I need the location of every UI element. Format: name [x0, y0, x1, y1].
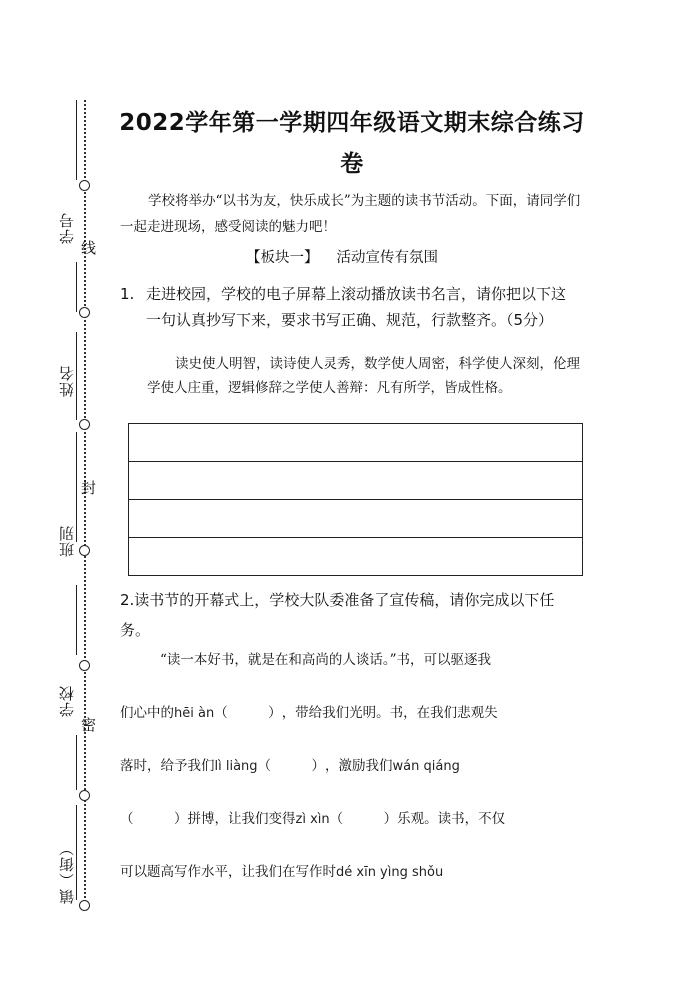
- writing-line[interactable]: [129, 500, 582, 538]
- answer-blank[interactable]: （ ）: [257, 758, 326, 774]
- binding-hole-icon: [79, 307, 90, 318]
- section-heading: [246, 246, 438, 267]
- section-label: 【板块一】: [246, 250, 319, 266]
- passage-text: 落时，给予我们: [120, 758, 215, 774]
- passage-text: ，激励我们: [325, 758, 393, 774]
- binding-hole-icon: [79, 180, 90, 191]
- section-name: 活动宣传有氛围: [336, 250, 438, 266]
- seal-char-mi: 密: [79, 717, 97, 732]
- seal-char-xian: 线: [79, 240, 97, 255]
- answer-blank[interactable]: （ ）: [120, 811, 188, 827]
- class-label: 班别: [58, 525, 76, 557]
- binding-margin: [0, 0, 110, 983]
- binding-hole-icon: [79, 790, 90, 801]
- seal-char-feng: 封: [79, 480, 97, 495]
- pinyin-prompt: wán qiáng: [392, 759, 460, 774]
- passage-line: [120, 646, 590, 699]
- binding-hole-icon: [79, 900, 90, 911]
- binding-hole-icon: [79, 660, 90, 671]
- name-line: [76, 585, 77, 655]
- binding-dotted-line: [84, 100, 86, 910]
- passage-line: [120, 699, 590, 752]
- passage-text: ，带给我们光明。书，在我们悲观失: [281, 705, 498, 721]
- passage-text: “读一本好书，就是在和高尚的人谈话。”书，可以驱逐我: [160, 652, 492, 668]
- student-number-label: 学号: [58, 212, 76, 244]
- binding-hole-icon: [79, 545, 90, 556]
- intro-paragraph: 学校将举办“以书为友，快乐成长”为主题的读书节活动。下面，请同学们一起走进现场，感受阅读的魅力吧！: [120, 193, 581, 235]
- pinyin-prompt: hēi àn: [174, 706, 215, 721]
- passage-line: [120, 752, 590, 805]
- pinyin-prompt: zì xìn: [295, 812, 330, 827]
- town-label: 镇（街）: [58, 840, 76, 904]
- student-name-label: 姓名: [58, 365, 76, 397]
- name-line: [76, 100, 77, 180]
- question-number: 1.: [120, 285, 135, 303]
- exam-title: 2022学年第一学期四年级语文期末综合练习卷: [119, 110, 585, 177]
- question-1-text: 走进校园，学校的电子屏幕上滚动播放读书名言，请你把以下这一句认真抄写下来，要求书写正确、规范，行款整齐。（5分）: [146, 285, 567, 329]
- quote-to-copy: 读史使人明智，读诗使人灵秀，数学使人周密，科学使人深刻，伦理学使人庄重，逻辑修辞之学使人善辩：凡有所学，皆成性格。: [147, 356, 580, 396]
- question-1: [120, 281, 580, 333]
- answer-blank[interactable]: （ ）: [214, 705, 282, 721]
- passage-line: [120, 805, 590, 858]
- passage-text: 拼博，让我们变得: [187, 811, 296, 827]
- writing-line[interactable]: [129, 424, 582, 462]
- passage-text: 乐观。读书，不仅: [397, 811, 506, 827]
- handwriting-box[interactable]: [128, 423, 583, 576]
- passage-text: 们心中的: [120, 705, 174, 721]
- name-line: [76, 735, 77, 790]
- passage-text: 可以题高写作水平，让我们在写作时: [120, 864, 336, 880]
- binding-hole-icon: [79, 419, 90, 430]
- answer-blank[interactable]: （ ）: [329, 811, 398, 827]
- name-line: [76, 262, 77, 312]
- pinyin-passage: [120, 646, 590, 911]
- question-2-text: 2.读书节的开幕式上，学校大队委准备了宣传稿，请你完成以下任务。: [120, 591, 555, 639]
- pinyin-prompt: lì liàng: [214, 759, 258, 774]
- writing-line[interactable]: [129, 538, 582, 575]
- passage-line: [120, 858, 590, 911]
- pinyin-prompt: dé xīn yìng shǒu: [336, 865, 444, 880]
- school-label: 学校: [58, 685, 76, 717]
- writing-line[interactable]: [129, 462, 582, 500]
